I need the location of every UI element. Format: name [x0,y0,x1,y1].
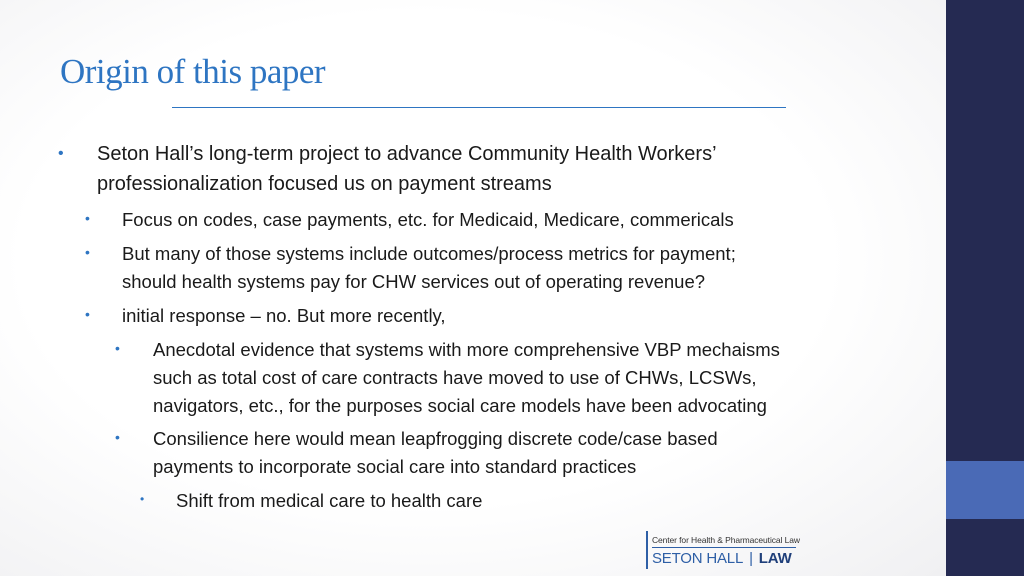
bullet-1-line-1: Seton Hall’s long-term project to advance Community Health Workers’ [97,143,717,165]
logo-school-name: SETON HALL [652,550,744,567]
seton-hall-law-logo [646,531,806,571]
logo-law: LAW [758,550,792,567]
logo-divider [652,547,796,548]
bullet-1-3-1-line-3: navigators, etc., for the purposes social care models have been advocating [153,395,767,416]
slide-title: Origin of this paper [60,52,326,91]
logo-separator: | [749,550,753,567]
bullet-1-line-2: professionalization focused us on payment streams [97,173,552,195]
bullet-dot-level3: • [115,429,120,445]
sidebar-dark-panel [946,0,1024,461]
bullet-1-3-2-1-line-1: Shift from medical care to health care [176,490,483,511]
logo-bar [646,531,648,569]
sidebar-accent-block [946,461,1024,519]
bullet-1-3-1-line-2: such as total cost of care contracts have moved to use of CHWs, LCSWs, [153,367,757,388]
bullet-1-3-1-line-1: Anecdotal evidence that systems with more comprehensive VBP mechaisms [153,339,780,360]
logo-wordmark [652,550,792,567]
bullet-dot-level2: • [85,244,90,260]
bullet-dot-level4: • [140,492,145,506]
bullet-1-3-line-1: initial response – no. But more recently, [122,305,446,326]
bullet-dot-level3: • [115,340,120,356]
bullet-1-3-2-line-1: Consilience here would mean leapfrogging discrete code/case based [153,428,718,449]
sidebar-bottom-panel [946,519,1024,576]
bullet-1-2-line-2: should health systems pay for CHW services out of operating revenue? [122,271,706,292]
logo-center-name: Center for Health & Pharmaceutical Law [652,535,800,545]
bullet-1-1-line-1: Focus on codes, case payments, etc. for Medicaid, Medicare, commericals [122,209,734,230]
title-underline [172,107,786,108]
bullet-1-3-2-line-2: payments to incorporate social care into standard practices [153,456,637,477]
bullet-dot-level1: • [58,145,64,162]
bullet-1-2-line-1: But many of those systems include outcomes/process metrics for payment; [122,243,736,264]
bullet-dot-level2: • [85,210,90,226]
bullet-dot-level2: • [85,306,90,322]
